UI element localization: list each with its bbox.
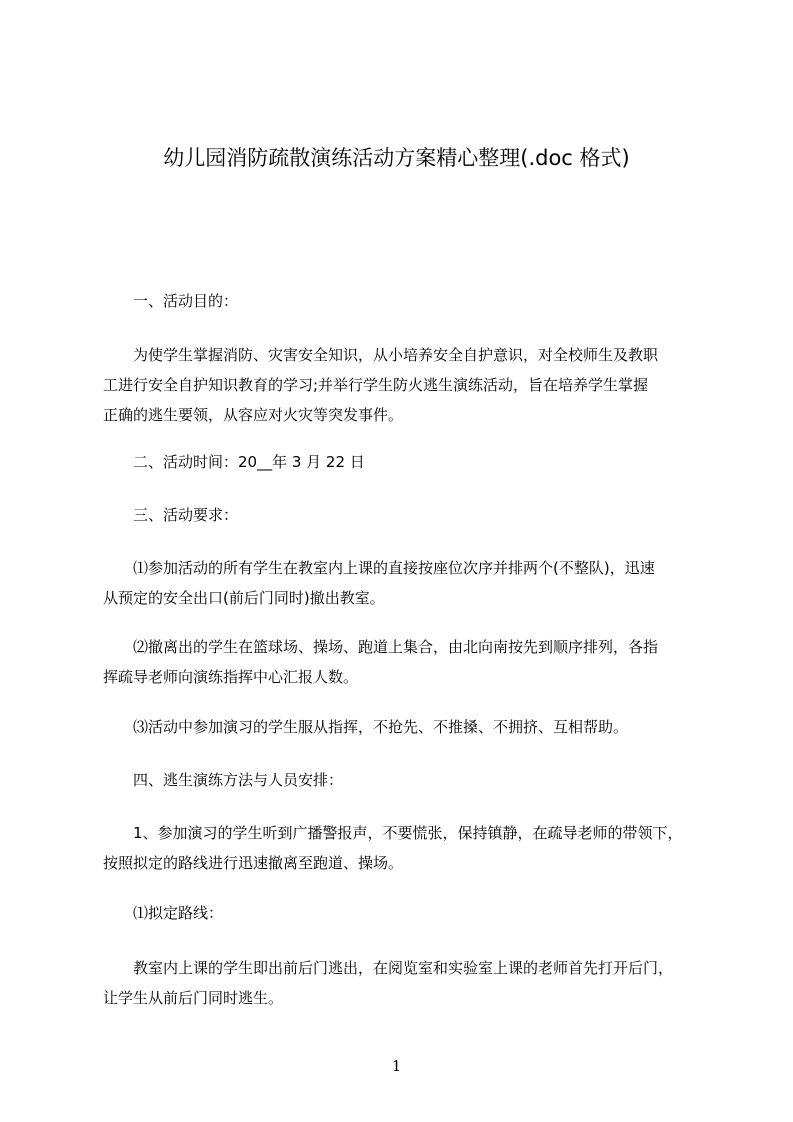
section-3-heading	[103, 500, 723, 530]
paragraph-line: 正确的逃生要领，从容应对火灾等突发事件。	[103, 406, 404, 424]
section-heading-text: 一、活动目的：	[103, 292, 239, 310]
paragraph-line: 从预定的安全出口(前后门同时)撤出教室。	[103, 589, 385, 607]
section-4-heading	[103, 765, 723, 795]
section-3-item-3	[103, 712, 723, 742]
paragraph-line: 教室内上课的学生即出前后门逃出，在阅览室和实验室上课的老师首先打开后门，	[103, 959, 674, 977]
paragraph-line: ⑴拟定路线：	[103, 904, 224, 922]
section-3-item-2	[103, 632, 723, 692]
paragraph-line: 按照拟定的路线进行迅速撤离至跑道、操场。	[103, 854, 404, 872]
section-2-heading	[103, 447, 723, 477]
paragraph-line: 1、参加演习的学生听到广播警报声，不要慌张，保持镇静，在疏导老师的带领下，	[103, 824, 683, 842]
paragraph-line: ⑴参加活动的所有学生在教室内上课的直接按座位次序并排两个(不整队)，迅速	[103, 559, 655, 577]
section-3-item-1	[103, 553, 723, 613]
paragraph-line: ⑵撤离出的学生在篮球场、操场、跑道上集合，由北向南按先到顺序排列，各指	[103, 638, 659, 656]
paragraph-line: 工进行安全自护知识教育的学习;并举行学生防火逃生演练活动，旨在培养学生掌握	[103, 376, 649, 394]
paragraph-line: ⑶活动中参加演习的学生服从指挥，不抢先、不推搡、不拥挤、互相帮助。	[103, 718, 629, 736]
page-number: 1	[391, 1057, 402, 1075]
document-title: 幼儿园消防疏散演练活动方案精心整理(.doc 格式)	[163, 146, 630, 170]
section-4-sub-1-body	[103, 953, 723, 1013]
paragraph-line: 挥疏导老师向演练指挥中心汇报人数。	[103, 668, 359, 686]
section-heading-text: 三、活动要求：	[103, 506, 239, 524]
paragraph-line: 让学生从前后门同时逃生。	[103, 989, 284, 1007]
section-heading-text: 四、逃生演练方法与人员安排：	[103, 771, 344, 789]
section-1-heading	[103, 286, 723, 316]
section-1-body	[103, 340, 723, 430]
paragraph-line: 为使学生掌握消防、灾害安全知识，从小培养安全自护意识，对全校师生及教职	[103, 346, 659, 364]
section-4-sub-1-heading	[103, 898, 723, 928]
section-4-item-1	[103, 818, 723, 878]
section-heading-text: 二、活动时间：20__年 3 月 22 日	[103, 453, 365, 471]
